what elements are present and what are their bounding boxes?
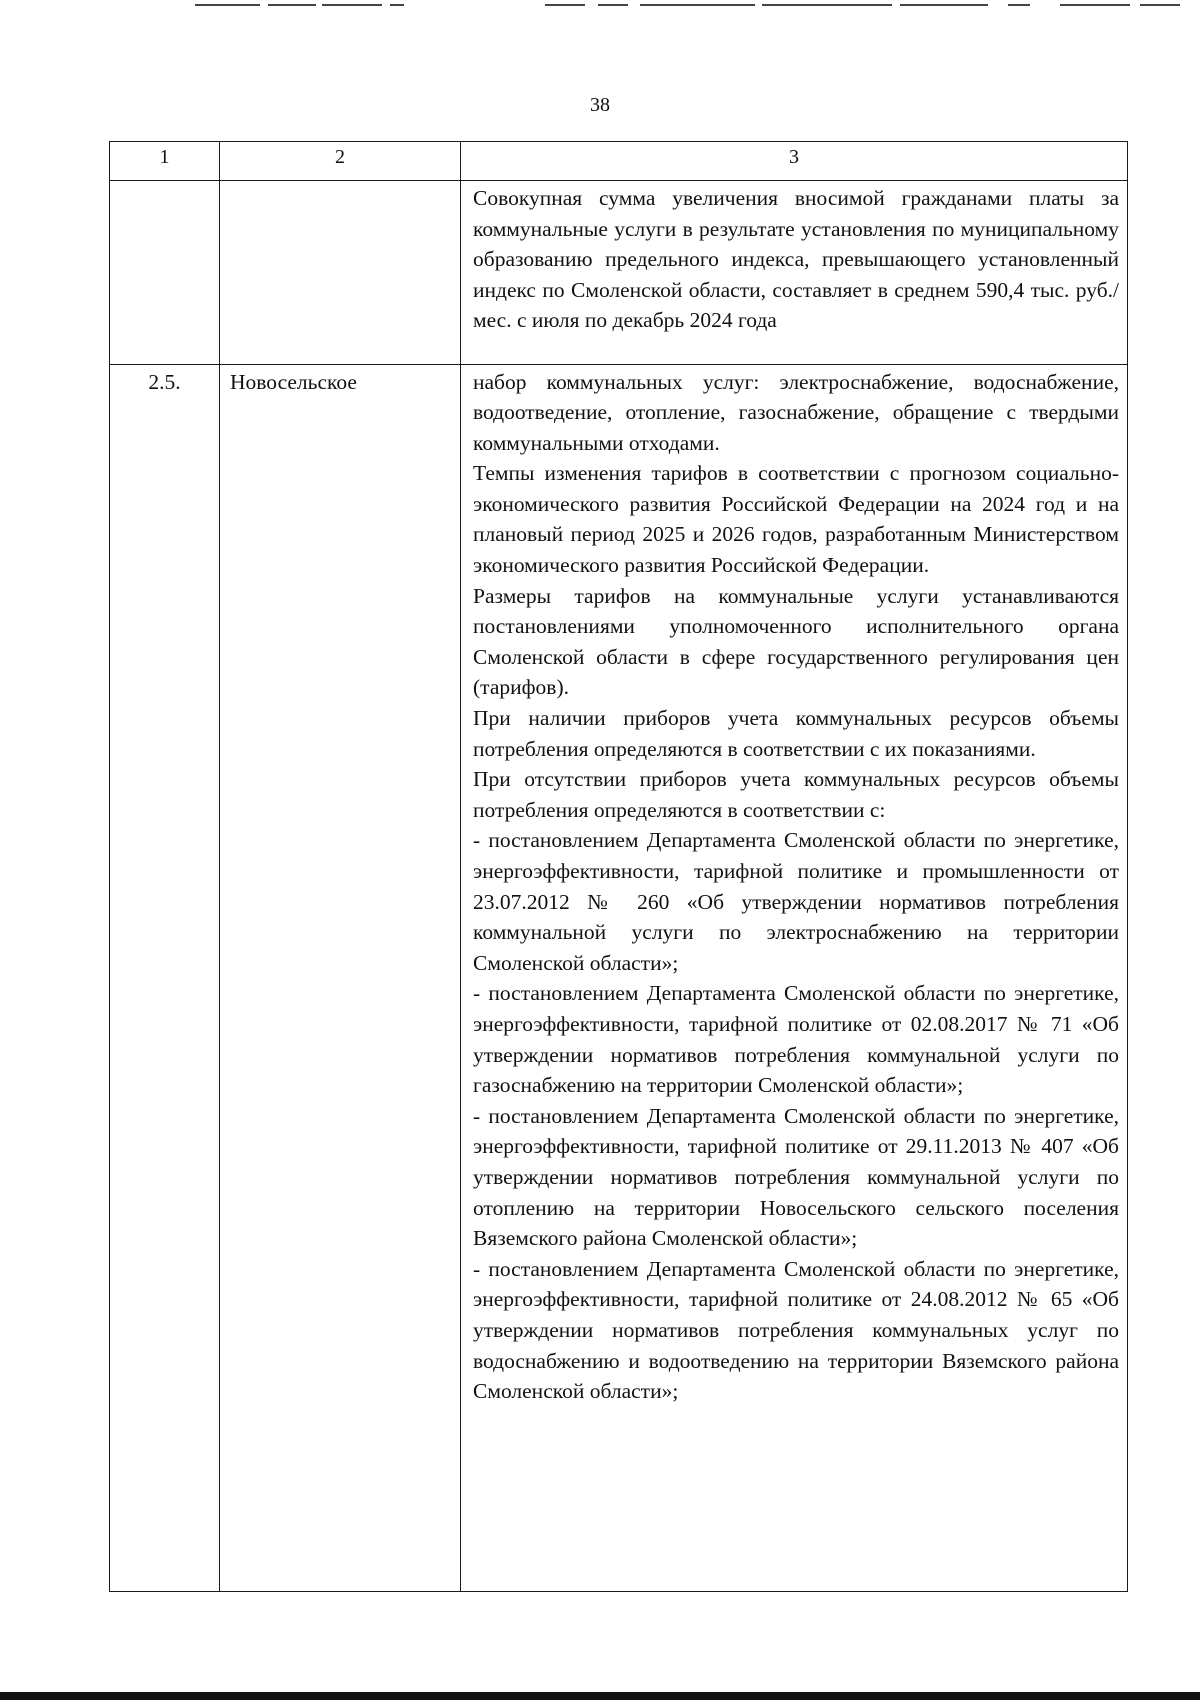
table-row-2-5 [110,364,1128,1591]
description-paragraph: При отсутствии приборов учета коммунальных ресурсов объемы потребления определяются в соответствии с: [473,767,1119,822]
description-paragraph: - постановлением Департамента Смоленской области по энергетике, энергоэффективности, тарифной политике от 24.08.2012 № 65 «Об утверждении нормативов потребления коммунальных услуг по водоснабжению и водоотведению на территории Вяземского района Смоленской области»; [473,1256,1119,1404]
description-paragraph: Совокупная сумма увеличения вносимой гражданами платы за коммунальные услуги в результате установления по муниципальному образованию предельного индекса, превышающего установленный индекс по Смоленской области, составляет в среднем 590,4 тыс. руб./мес. с июля по декабрь 2024 года [473,186,1119,333]
description-cell [461,364,1128,1591]
document-table [109,141,1128,1592]
scan-bottom-edge [0,1692,1200,1700]
description-paragraph: набор коммунальных услуг: электроснабжение, водоснабжение, водоотведение, отопление, газоснабжение, обращение с твердыми коммунальными отходами. [473,369,1119,455]
description-paragraph: - постановлением Департамента Смоленской области по энергетике, энергоэффективности, тарифной политике от 02.08.2017 № 71 «Об утверждении нормативов потребления коммунальной услуги по газоснабжению на территории Смоленской области»; [473,981,1119,1098]
row-number-cell [110,181,220,365]
description-cell [461,181,1128,365]
description-paragraph: - постановлением Департамента Смоленской области по энергетике, энергоэффективности, тарифной политике от 29.11.2013 № 407 «Об утверждении нормативов потребления коммунальной услуги по отоплению на территории Новосельского сельского поселения Вяземского района Смоленской области»; [473,1103,1119,1251]
municipality-name-cell [220,181,461,365]
scan-top-edge [0,0,1200,10]
table-row-continuation [110,181,1128,365]
row-number-cell: 2.5. [110,364,220,1591]
description-paragraph: При наличии приборов учета коммунальных ресурсов объемы потребления определяются в соответствии с их показаниями. [473,706,1119,761]
municipality-name-cell: Новосельское [220,364,461,1591]
description-paragraph: Размеры тарифов на коммунальные услуги устанавливаются постановлениями уполномоченного исполнительного органа Смоленской области в сфере государственного регулирования цен (тарифов). [473,583,1119,700]
column-header-1: 1 [110,142,220,181]
description-paragraph: - постановлением Департамента Смоленской области по энергетике, энергоэффективности, тарифной политике и промышленности от 23.07.2012 № 260 «Об утверждении нормативов потребления коммунальной услуги по электроснабжению на территории Смоленской области»; [473,828,1119,975]
table-header-row [110,142,1128,181]
column-header-2: 2 [220,142,461,181]
description-paragraph: Темпы изменения тарифов в соответствии с прогнозом социально-экономического развития Российской Федерации на 2024 год и на плановый период 2025 и 2026 годов, разработанным Министерством экономического развития Российской Федерации. [473,461,1119,578]
page-number: 38 [590,94,610,116]
column-header-3: 3 [461,142,1128,181]
